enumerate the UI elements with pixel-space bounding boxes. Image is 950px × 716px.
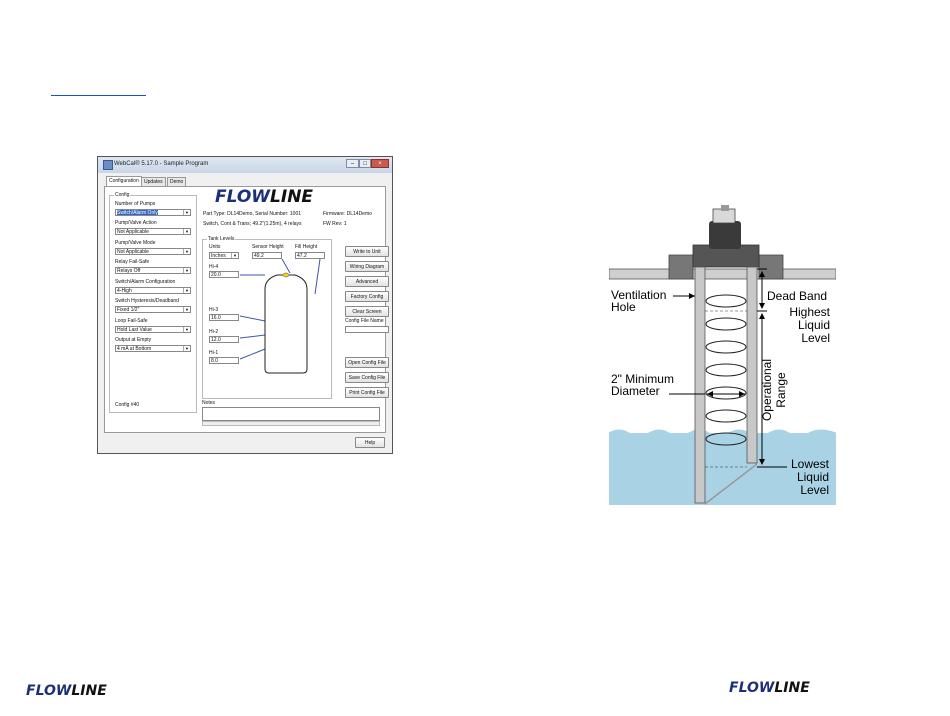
hi2-label: Hi-2	[209, 329, 219, 335]
chevron-down-icon: ▼	[231, 253, 238, 258]
operational-range-label: Operational Range	[760, 358, 788, 422]
field-label: Pump/Valve Mode	[115, 240, 156, 246]
logo-flow: FLOW	[215, 187, 271, 207]
write-to-unit-button[interactable]: Write to Unit	[345, 246, 389, 257]
logo-flow: FLOW	[26, 683, 72, 699]
field-label: Pump/Valve Action	[115, 220, 157, 226]
clear-screen-button[interactable]: Clear Screen	[345, 306, 389, 317]
label-line: Ventilation	[611, 288, 667, 302]
label-line: 2" Minimum	[611, 372, 674, 386]
field-label: Number of Pumps	[115, 201, 156, 207]
units-select[interactable]	[209, 252, 239, 259]
logo-line: LINE	[71, 683, 107, 699]
wiring-diagram-button[interactable]: Wiring Diagram	[345, 261, 389, 272]
output-at-empty-select[interactable]	[115, 345, 191, 352]
select-value: 4-High	[117, 288, 132, 294]
app-icon	[103, 160, 113, 170]
title-bar	[98, 157, 392, 173]
dead-band-label: Dead Band	[767, 289, 828, 303]
field-label: Switch/Alarm Configuration	[115, 279, 176, 285]
logo-flow: FLOW	[729, 680, 775, 696]
sensor-head	[713, 209, 735, 223]
print-config-button[interactable]: Print Config File	[345, 387, 389, 398]
label-line: Hole	[611, 300, 636, 314]
save-config-button[interactable]: Save Config File	[345, 372, 389, 383]
select-value: Switch/Alarm Only	[117, 210, 158, 216]
field-label: Loop Fail-Safe	[115, 318, 148, 324]
device-description: Switch, Cont & Trans; 49.2"(1.25m), 4 relays	[203, 221, 302, 227]
chevron-down-icon: ▼	[183, 288, 190, 293]
configuration-pane	[104, 186, 386, 433]
maximize-button[interactable]: □	[359, 159, 371, 168]
hi4-label: Hi-4	[209, 264, 219, 270]
webcal-window	[97, 156, 393, 454]
logo-line: LINE	[774, 680, 810, 696]
field-label: Relay Fail-Safe	[115, 259, 150, 265]
hi1-input[interactable]: 8.0	[209, 357, 239, 364]
hi3-input[interactable]: 16.0	[209, 314, 239, 321]
part-type: Part Type: DL14Demo, Serial Number: 1001	[203, 211, 302, 217]
chevron-down-icon: ▼	[183, 249, 190, 254]
ventilation-hole-label	[611, 289, 666, 313]
firmware: Firmware: DL14Demo	[323, 211, 372, 217]
chevron-down-icon: ▼	[183, 307, 190, 312]
tank-graphic	[235, 259, 330, 379]
hi4-input[interactable]: 20.0	[209, 271, 239, 278]
select-value: Relays Off	[117, 268, 141, 274]
slide-link-underline[interactable]	[51, 95, 146, 96]
config-file-name-input[interactable]	[345, 326, 389, 333]
logo-line: LINE	[270, 187, 314, 207]
loop-fail-safe-select[interactable]	[115, 326, 191, 333]
advanced-button[interactable]: Advanced	[345, 276, 389, 287]
sensor-height-input[interactable]: 49.2	[252, 252, 282, 259]
fw-rev: FW Rev: 1	[323, 221, 347, 227]
units-label: Units	[209, 244, 221, 250]
factory-config-button[interactable]: Factory Config	[345, 291, 389, 302]
select-value: Not Applicable	[117, 229, 149, 235]
notes-textarea[interactable]	[202, 407, 380, 421]
select-value: Hold Last Value	[117, 327, 152, 333]
minimum-diameter-label	[611, 373, 674, 397]
label-line: Liquid	[796, 470, 829, 484]
minimize-button[interactable]: –	[346, 159, 359, 168]
pump-valve-action-select[interactable]	[115, 228, 191, 235]
flowline-logo	[215, 187, 313, 207]
switch-hysteresis-select[interactable]	[115, 306, 191, 313]
label-line: Lowest	[790, 457, 829, 471]
select-value: Inches	[211, 253, 226, 259]
pipe-left-wall	[695, 267, 705, 503]
field-label: Switch Hysteresis/Deadband	[115, 298, 179, 304]
config-group-label: Config	[115, 192, 130, 198]
tab-updates[interactable]: Updates	[141, 177, 166, 186]
select-value: Fixed 1/2"	[117, 307, 140, 313]
tank-levels-label: Tank Levels	[208, 236, 235, 242]
label-line: Highest	[789, 305, 830, 319]
relay-fail-safe-select[interactable]	[115, 267, 191, 274]
lowest-liquid-level-label	[787, 458, 829, 497]
help-button[interactable]: Help	[355, 437, 385, 448]
tab-configuration[interactable]: Configuration	[106, 176, 142, 186]
open-config-button[interactable]: Open Config File	[345, 357, 389, 368]
footer-logo-left	[26, 683, 107, 699]
chevron-down-icon: ▼	[183, 346, 190, 351]
pump-valve-mode-select[interactable]	[115, 248, 191, 255]
pipe-right-wall	[747, 267, 757, 463]
config-id: Config #40	[115, 402, 140, 408]
label-line: Liquid	[797, 318, 830, 332]
hi2-input[interactable]: 12.0	[209, 336, 239, 343]
fill-height-input[interactable]: 47.2	[295, 252, 325, 259]
sensor-height-label: Sensor Height	[252, 244, 284, 250]
chevron-down-icon: ▼	[183, 210, 190, 215]
hi1-label: Hi-1	[209, 350, 219, 356]
field-label: Output at Empty	[115, 337, 152, 343]
select-value: Not Applicable	[117, 249, 149, 255]
label-line: Diameter	[611, 384, 660, 398]
chevron-down-icon: ▼	[183, 229, 190, 234]
notes-scrollbar[interactable]	[202, 421, 380, 426]
chevron-down-icon: ▼	[183, 327, 190, 332]
highest-liquid-level-label	[785, 306, 830, 345]
footer-logo-right	[729, 680, 810, 696]
tank-roof	[609, 269, 836, 279]
fill-height-label: Fill Height	[295, 244, 318, 250]
switch-alarm-config-select[interactable]	[115, 287, 191, 294]
window-title: WebCal® 5.17.0 - Sample Program	[114, 161, 209, 167]
hi3-label: Hi-3	[209, 307, 219, 313]
chevron-down-icon: ▼	[183, 268, 190, 273]
label-line: Level	[800, 483, 829, 497]
close-button[interactable]: ×	[371, 159, 389, 168]
tab-demo[interactable]: Demo	[167, 177, 186, 186]
number-of-pumps-select[interactable]	[115, 209, 191, 216]
notes-label: Notes	[202, 400, 216, 406]
label-line: Level	[801, 331, 830, 345]
select-value: 4 mA at Bottom	[117, 346, 152, 352]
config-file-name-label: Config File Name	[345, 318, 384, 324]
